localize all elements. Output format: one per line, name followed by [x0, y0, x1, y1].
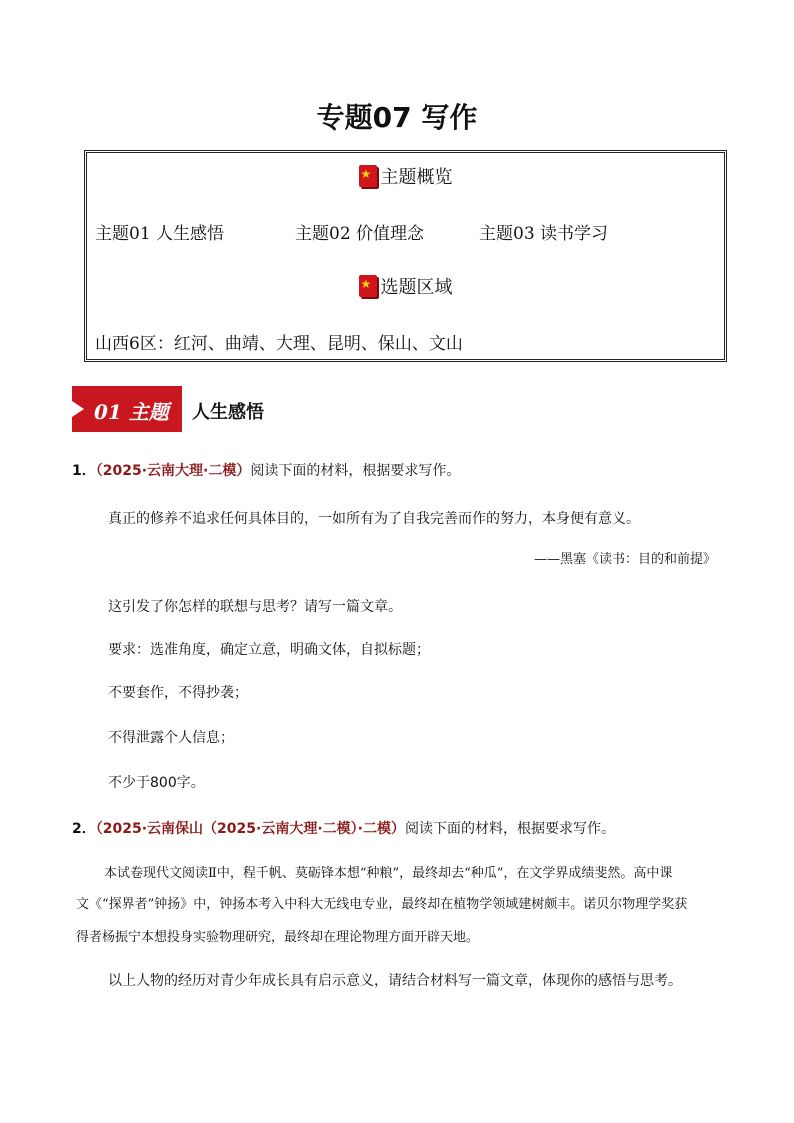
requirement-line: 要求：选准角度，确定立意，明确文体，自拟标题； [108, 642, 430, 658]
overview-heading-label: 主题概览 [380, 167, 453, 188]
requirement-line: 不得泄露个人信息； [108, 730, 234, 746]
topic-item: 主题03 读书学习 [479, 224, 609, 244]
question-prompt: 阅读下面的材料，根据要求写作。 [404, 821, 615, 837]
requirement-line: 这引发了你怎样的联想与思考？请写一篇文章。 [108, 599, 402, 615]
overview-heading [87, 163, 724, 189]
material-line: 本试卷现代文阅读Ⅱ中，程千帆、莫砺锋本想“种粮”，最终却去“种瓜”，在文学界成绩斐然。高中课 [104, 866, 673, 881]
page-title: 专题07 写作 [316, 101, 478, 134]
requirement-line: 不要套作，不得抄袭； [108, 685, 248, 701]
question-1-header [72, 460, 460, 480]
closing-line: 以上人物的经历对青少年成长具有启示意义，请结合材料写一篇文章，体现你的感悟与思考。 [108, 973, 682, 989]
material-line: 得者杨振宁本想投身实验物理研究，最终却在理论物理方面开辟天地。 [76, 930, 480, 945]
question-prompt: 阅读下面的材料，根据要求写作。 [250, 463, 461, 479]
region-heading-label: 选题区域 [380, 277, 453, 298]
book-icon [359, 165, 377, 187]
question-2-header [72, 818, 615, 838]
requirement-line: 不少于800字。 [108, 775, 205, 791]
quote-attribution: ——黑塞《读书：目的和前提》 [533, 552, 716, 567]
region-heading [87, 273, 724, 299]
book-icon [359, 275, 377, 297]
topic-item: 主题02 价值理念 [295, 224, 425, 244]
topic-item: 主题01 人生感悟 [95, 224, 225, 244]
question-number: 2． [72, 821, 96, 837]
quote-text: 真正的修养不追求任何具体目的，一如所有为了自我完善而作的努力，本身便有意义。 [108, 511, 640, 527]
question-source: （2025·云南保山（2025·云南大理·二模）·二模） [95, 821, 405, 837]
section-banner-label: 01 主题 [94, 400, 169, 424]
question-source: （2025·云南大理·二模） [95, 463, 251, 479]
section-banner [72, 386, 182, 432]
section-title: 人生感悟 [192, 402, 264, 423]
region-list: 山西6区：红河、曲靖、大理、昆明、保山、文山 [95, 334, 463, 354]
material-line: 文《“探界者”钟扬》中，钟扬本考入中科大无线电专业，最终却在植物学领域建树颇丰。诺贝尔物理学奖获 [76, 897, 688, 912]
overview-box [84, 150, 727, 362]
question-number: 1． [72, 463, 96, 479]
